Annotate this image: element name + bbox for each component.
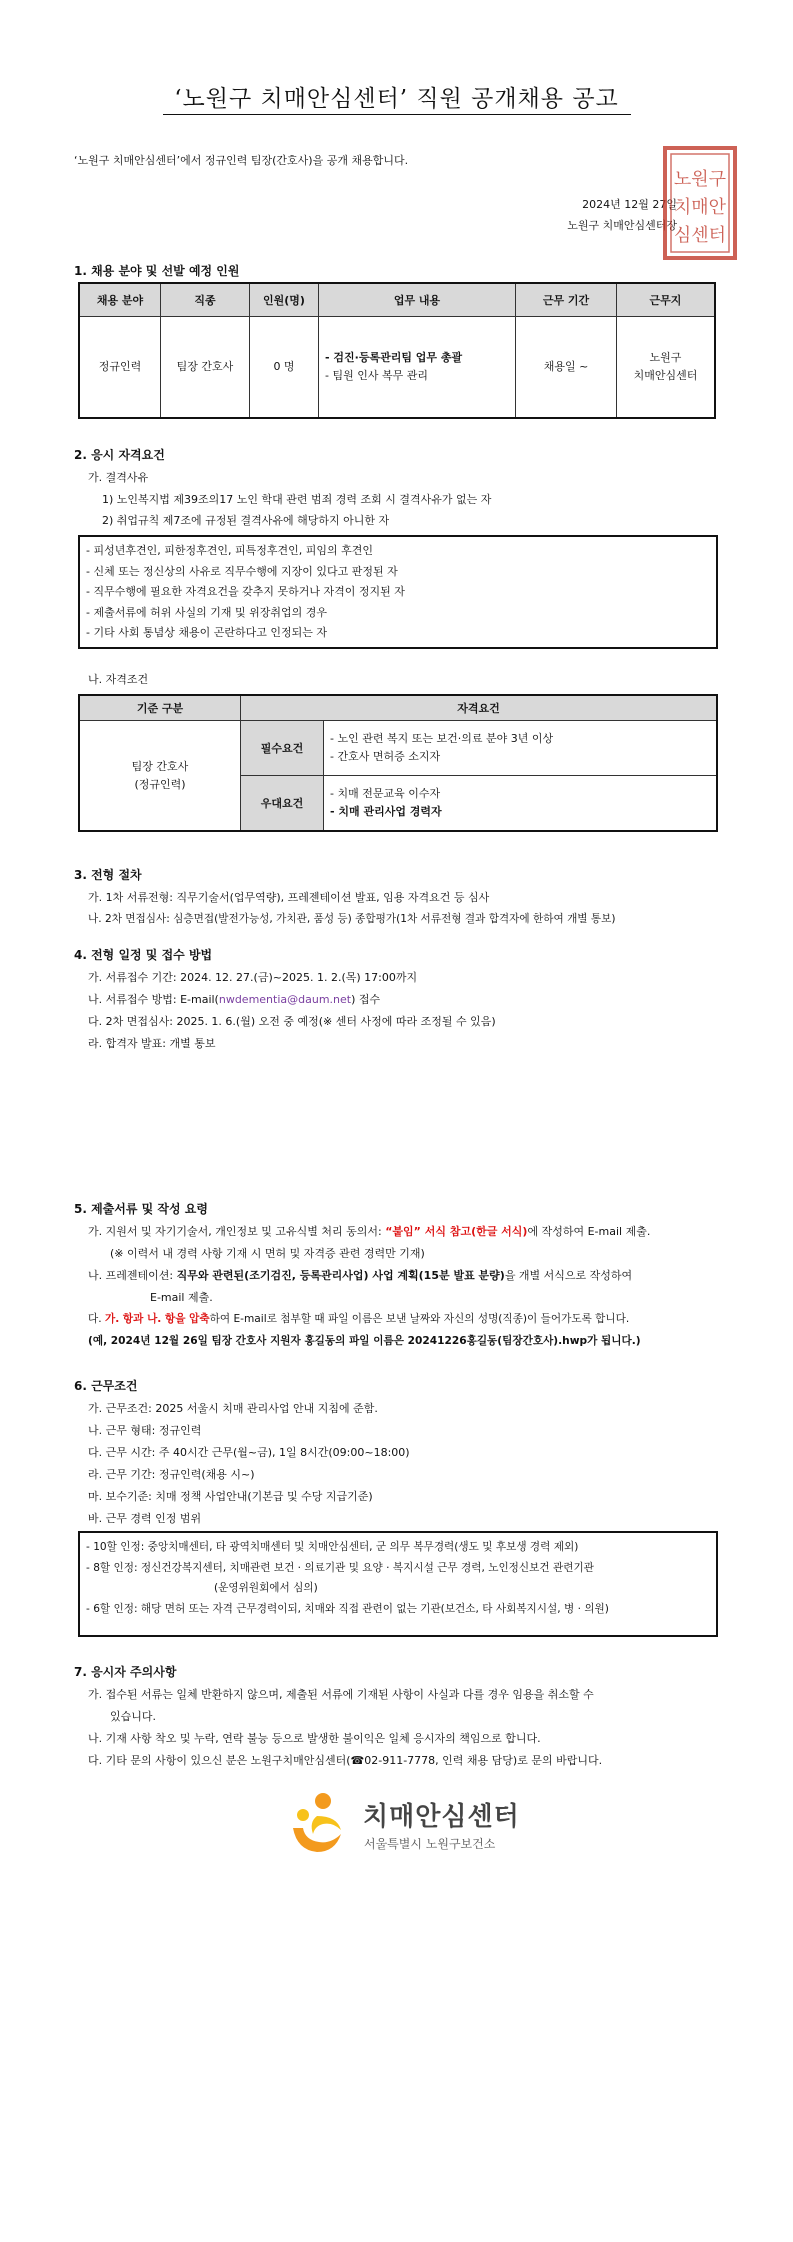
condition-item: 마. 보수기준: 치매 정책 사업안내(기본급 및 수당 지급기준) <box>88 1490 373 1503</box>
table-header: 채용 분야 <box>79 283 161 317</box>
section-3-heading: 3. 전형 절차 <box>74 868 142 882</box>
duty-line-2: - 팀원 인사 복무 관리 <box>325 369 428 382</box>
process-step-2: 나. 2차 면접심사: 심층면접(발전가능성, 가치관, 품성 등) 종합평가(1차 서류전형 결과 합격자에 한하여 개별 통보) <box>88 913 616 925</box>
schedule-item: 라. 합격자 발표: 개별 통보 <box>88 1037 216 1050</box>
list-item: - 신체 또는 정신상의 사유로 직무수행에 지장이 있다고 판정된 자 <box>86 564 398 578</box>
schedule-item <box>88 991 380 1007</box>
table-header: 업무 내용 <box>319 283 516 317</box>
required-label: 필수요건 <box>241 721 324 776</box>
document-note: (※ 이력서 내 경력 사항 기재 시 면허 및 자격증 관련 경력만 기재) <box>110 1247 425 1260</box>
place-line-2: 치매안심센터 <box>633 369 698 382</box>
text-segment: 다. <box>88 1313 105 1325</box>
qualification-table <box>78 694 718 832</box>
list-item-cont: (운영위원회에서 심의) <box>214 1582 318 1594</box>
section-6-heading: 6. 근무조건 <box>74 1379 138 1393</box>
notice-item-c: 다. 기타 문의 사항이 있으신 분은 노원구치매안심센터(☎02-911-7778, 인력 채용 담당)로 문의 바랍니다. <box>88 1754 603 1767</box>
place-line-1: 노원구 <box>649 351 682 364</box>
sub-heading-a: 가. 결격사유 <box>88 471 149 484</box>
official-seal-icon <box>662 145 738 261</box>
required-cell <box>324 721 718 776</box>
cell-job: 팀장 간호사 <box>161 317 250 419</box>
document-item-c <box>88 1311 629 1326</box>
preferred-cell <box>324 776 718 832</box>
table-header: 기준 구분 <box>79 695 241 721</box>
logo-title: 치매안심센터 <box>363 1802 520 1832</box>
text-segment: 에 작성하여 E-mail 제출. <box>527 1225 651 1238</box>
notice-date: 2024년 12월 27일 <box>582 198 677 211</box>
duty-line-1: - 검진·등록관리팀 업무 총괄 <box>325 351 463 364</box>
email-prefix: 나. 서류접수 방법: E-mail( <box>88 993 219 1006</box>
list-item: - 6할 인정: 해당 면허 또는 자격 근무경력이되, 치매와 직접 관련이 없는 기관(보건소, 타 사회복지시설, 병 · 의원) <box>86 1602 609 1615</box>
section-2-heading: 2. 응시 자격요건 <box>74 448 165 462</box>
list-item: - 간호사 면허증 소지자 <box>330 750 441 763</box>
seal-text-1: 노원구 <box>673 169 727 190</box>
cell-field: 정규인력 <box>79 317 161 419</box>
document-item-a <box>88 1223 650 1239</box>
text-segment: 하여 E-mail로 첨부할 때 파일 이름은 보낸 날짜와 자신의 성명(직종)이 들어가도록 합니다. <box>209 1313 630 1325</box>
condition-item: 라. 근무 기간: 정규인력(채용 시~) <box>88 1468 255 1481</box>
list-item: - 8할 인정: 정신건강복지센터, 치매관련 보건 · 의료기관 및 요양 · 복지시설 근무 경력, 노인정신보건 관련기관 <box>86 1561 594 1574</box>
schedule-item: 가. 서류접수 기간: 2024. 12. 27.(금)~2025. 1. 2.(목) 17:00까지 <box>88 971 418 984</box>
cell-place <box>617 317 716 419</box>
title-underline <box>163 114 631 115</box>
table-header: 자격요건 <box>241 695 718 721</box>
page-title: ‘노원구 치매안심센터’ 직원 공개채용 공고 <box>174 86 619 112</box>
section-7-heading: 7. 응시자 주의사항 <box>74 1665 177 1679</box>
disqualification-2: 2) 취업규칙 제7조에 규정된 결격사유에 해당하지 아니한 자 <box>102 514 390 527</box>
condition-item: 가. 근무조건: 2025 서울시 치매 관리사업 안내 지침에 준함. <box>88 1402 378 1415</box>
email-suffix: ) 접수 <box>351 993 381 1006</box>
highlight-text: “붙임” 서식 참고(한글 서식) <box>385 1225 528 1238</box>
category-cell <box>79 721 241 832</box>
notice-item-b: 나. 기재 사항 착오 및 누락, 연락 불능 등으로 발생한 불이익은 일체 응시자의 책임으로 합니다. <box>88 1732 541 1745</box>
table-header-row <box>79 695 717 721</box>
filename-example: (예, 2024년 12월 26일 팀장 간호사 지원자 홍길동의 파일 이름은 20241226홍길동(팀장간호사).hwp가 됩니다.) <box>88 1335 641 1347</box>
highlight-text: 가. 항과 나. 항을 압축 <box>104 1313 210 1325</box>
notice-item-a-cont: 있습니다. <box>110 1710 157 1723</box>
section-4-heading: 4. 전형 일정 및 접수 방법 <box>74 948 213 962</box>
condition-item: 다. 근무 시간: 주 40시간 근무(월~금), 1일 8시간(09:00~18:00) <box>88 1446 410 1459</box>
career-box <box>78 1531 718 1637</box>
table-header: 근무 기간 <box>516 283 617 317</box>
cell-duty <box>319 317 516 419</box>
list-item: - 노인 관련 복지 또는 보건·의료 분야 3년 이상 <box>330 732 554 745</box>
disqualification-box <box>78 535 718 649</box>
list-item: - 직무수행에 필요한 자격요건을 갖추지 못하거나 자격이 정지된 자 <box>86 585 405 598</box>
preferred-label: 우대요건 <box>241 776 324 832</box>
list-item: - 피성년후견인, 피한정후견인, 피특정후견인, 피임의 후견인 <box>86 544 373 557</box>
list-item: - 치매 전문교육 이수자 <box>330 787 441 800</box>
seal-text-3: 심센터 <box>673 225 727 246</box>
recruitment-table <box>78 282 716 419</box>
table-header: 직종 <box>161 283 250 317</box>
table-row <box>79 721 717 776</box>
intro-text: ‘노원구 치매안심센터’에서 정규인력 팀장(간호사)을 공개 채용합니다. <box>74 154 409 167</box>
bold-text: 직무와 관련된(조기검진, 등록관리사업) 사업 계획(15분 발표 분량) <box>176 1269 505 1282</box>
cell-period: 채용일 ~ <box>516 317 617 419</box>
text-segment: 가. 지원서 및 자기기술서, 개인정보 및 고유식별 처리 동의서: <box>88 1225 386 1238</box>
list-item: - 기타 사회 통념상 채용이 곤란하다고 인정되는 자 <box>86 626 327 639</box>
disqualification-1: 1) 노인복지법 제39조의17 노인 학대 관련 범죄 경력 조회 시 결격사유가 없는 자 <box>102 493 492 506</box>
issuer-name: 노원구 치매안심센터장 <box>567 219 677 232</box>
list-item: - 치매 관리사업 경력자 <box>330 805 442 818</box>
section-5-heading: 5. 제출서류 및 작성 요령 <box>74 1202 208 1216</box>
table-header: 근무지 <box>617 283 716 317</box>
category-line-2: (정규인력) <box>134 777 186 791</box>
notice-item-a: 가. 접수된 서류는 일체 반환하지 않으며, 제출된 서류에 기재된 사항이 사실과 다를 경우 임용을 취소할 수 <box>88 1688 594 1701</box>
text-segment: 나. 프레젠테이션: <box>88 1269 177 1282</box>
sub-heading-b: 나. 자격조건 <box>88 673 149 686</box>
list-item: - 제출서류에 허위 사실의 기재 및 위장취업의 경우 <box>86 605 327 619</box>
condition-item: 바. 근무 경력 인정 범위 <box>88 1512 202 1525</box>
category-line-1: 팀장 간호사 <box>131 759 189 773</box>
table-header-row <box>79 283 715 317</box>
email-link[interactable]: nwdementia@daum.net <box>218 993 352 1006</box>
seal-text-2: 치매안 <box>673 197 727 218</box>
schedule-item: 다. 2차 면접심사: 2025. 1. 6.(월) 오전 중 예정(※ 센터 사정에 따라 조정될 수 있음) <box>88 1015 496 1028</box>
cell-count: 0 명 <box>250 317 319 419</box>
condition-item: 나. 근무 형태: 정규인력 <box>88 1424 202 1437</box>
document-item-b-cont: E-mail 제출. <box>150 1291 213 1304</box>
process-step-1: 가. 1차 서류전형: 직무기술서(업무역량), 프레젠테이션 발표, 임용 자격요건 등 심사 <box>88 891 490 904</box>
text-segment: 을 개별 서식으로 작성하여 <box>504 1269 633 1282</box>
table-header: 인원(명) <box>250 283 319 317</box>
table-row <box>79 317 715 419</box>
list-item: - 10할 인정: 중앙치매센터, 타 광역치매센터 및 치매안심센터, 군 의무 복무경력(생도 및 후보생 경력 제외) <box>86 1541 579 1553</box>
logo-subtitle: 서울특별시 노원구보건소 <box>364 1837 496 1851</box>
section-1-heading: 1. 채용 분야 및 선발 예정 인원 <box>74 264 240 278</box>
document-item-b <box>88 1267 632 1283</box>
